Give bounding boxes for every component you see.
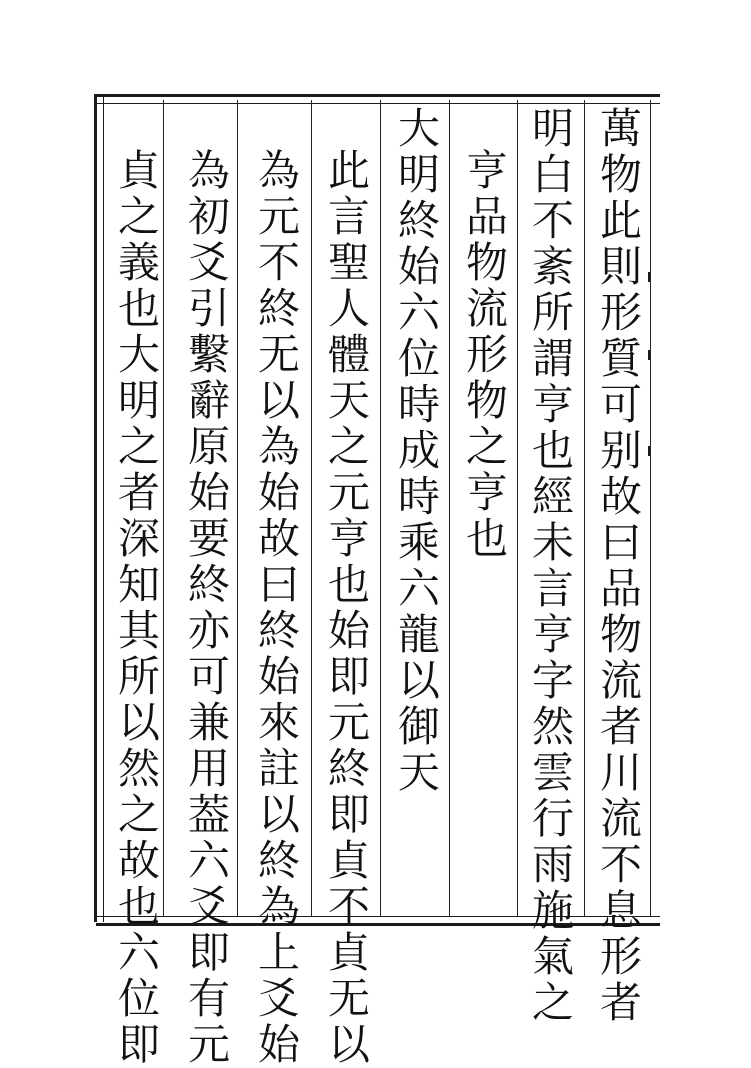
text-column-5: 此言聖人體天之元亨也始即元終即貞不貞无以 <box>322 148 371 1068</box>
column-rule <box>380 100 381 916</box>
text-column-3: 亨品物流形物之亨也 <box>460 148 509 562</box>
column-rule <box>650 100 651 916</box>
fold-mark <box>648 272 660 282</box>
text-column-4: 大明終始六位時成時乘六龍以御天 <box>392 106 441 796</box>
frame-bottom-border <box>96 916 660 926</box>
text-column-2: 明白不紊所謂亨也經未言亨字然雲行雨施氣之 <box>526 106 575 1026</box>
fold-mark <box>648 446 660 456</box>
column-rule <box>237 100 238 916</box>
column-rule <box>163 100 164 916</box>
text-column-8: 貞之義也大明之者深知其所以然之故也六位即 <box>112 148 161 1068</box>
column-rule <box>311 100 312 916</box>
fold-mark <box>648 350 660 360</box>
frame-left-border <box>94 94 104 922</box>
column-rule <box>517 100 518 916</box>
text-column-1: 萬物此則形質可别故曰品物流者川流不息形者 <box>594 106 643 1026</box>
frame-top-border <box>96 94 660 104</box>
column-rule <box>584 100 585 916</box>
column-rule <box>449 100 450 916</box>
text-column-6: 為元不終无以為始故曰終始來註以終為上爻始 <box>252 148 301 1068</box>
text-column-7: 為初爻引繫辭原始要終亦可兼用葢六爻即有元 <box>182 148 231 1068</box>
